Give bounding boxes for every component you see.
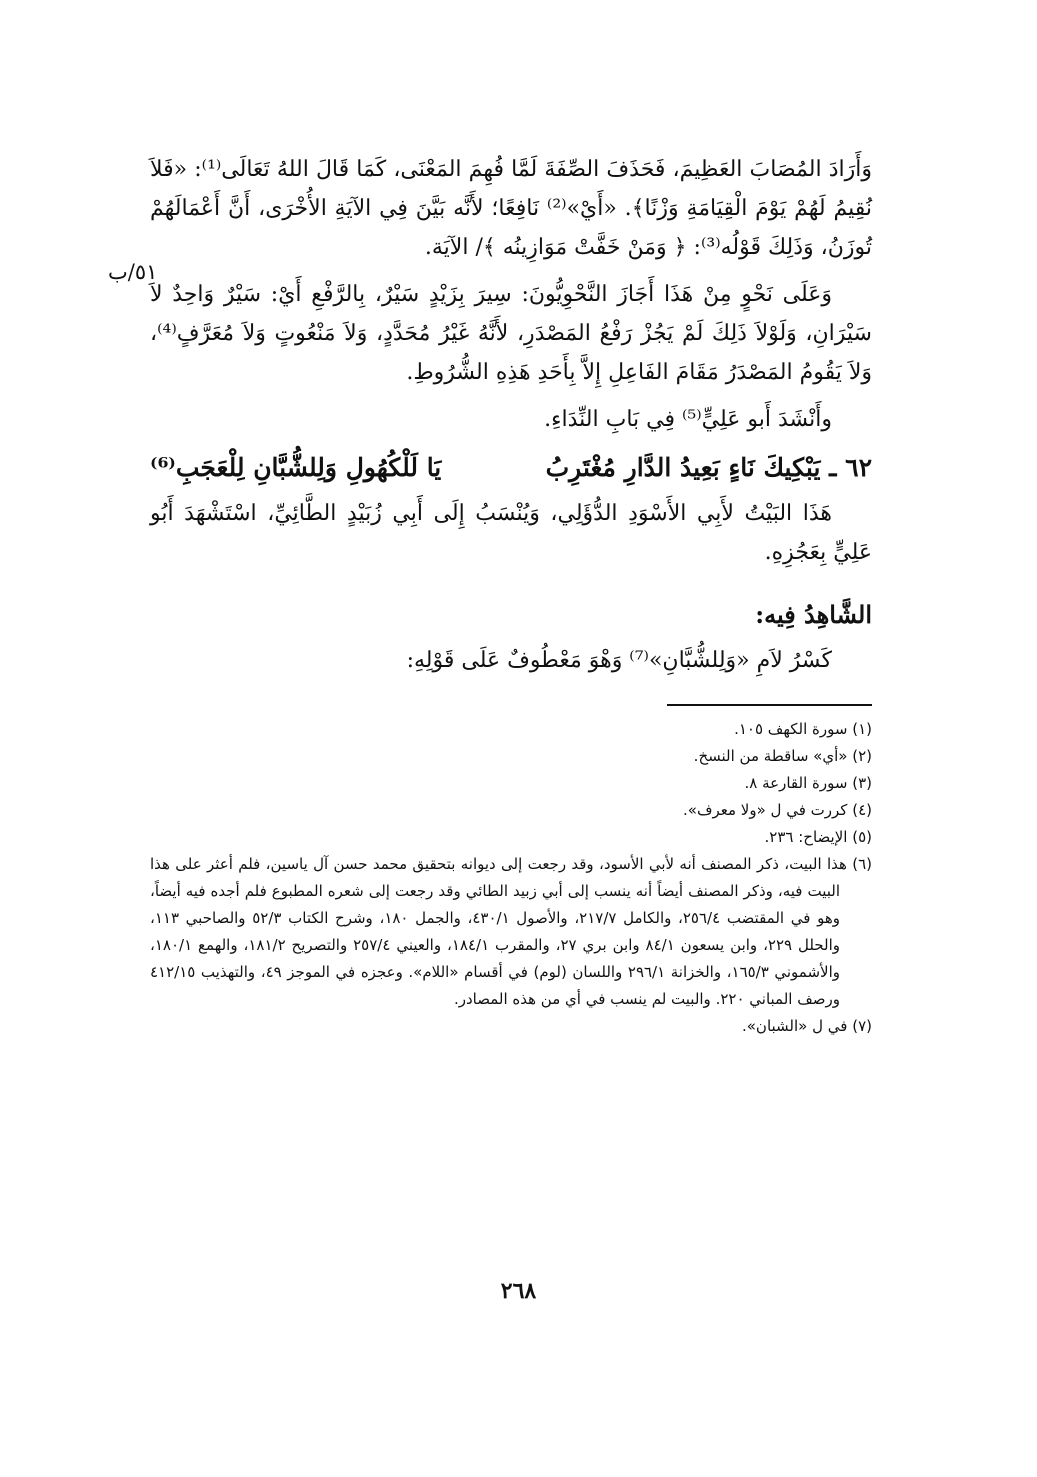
poetry-verse: [150, 453, 872, 482]
footnote-divider: [667, 704, 872, 706]
manuscript-folio-note: ٥١/ب: [108, 260, 158, 284]
footnote: (٦) هذا البيت، ذكر المصنف أنه لأبي الأسود، وقد رجعت إلى ديوانه بتحقيق محمد حسن آل ياسين، فلم أعثر على هذا البيت فيه، وذكر المصنف أيضاً أنه ينسب إلى أبي زبيد الطائي وقد رجعت إلى شعره المطبوع فلم أجده فيه أيضاً، وهو في المقتضب ٢٥٦/٤، والكامل ٢١٧/٧، والأصول ٤٣٠/١، والجمل ١٨٠، وشرح الكتاب ٥٢/٣ والصاحبي ١١٣، والحلل ٢٢٩، وابن يسعون ٨٤/١ وابن بري ٢٧، والمقرب ١٨٤/١، والعيني ٢٥٧/٤ والتصريح ١٨١/٢، والهمع ١٨٠/١، والأشموني ١٦٥/٣، والخزانة ٢٩٦/١ واللسان (لوم) في أقسام «اللام». وعجزه في الموجز ٤٩، والتهذيب ٤١٢/١٥ ورصف المباني ٢٢٠. والبيت لم ينسب في أي من هذه المصادر.: [150, 855, 872, 1008]
verse-first-hemistich: ٦٢ ـ يَبْكِيكَ نَاءٍ بَعِيدُ الدَّارِ مُغْتَرِبُ: [545, 453, 872, 482]
paragraph: وأَنْشَدَ أَبو عَلِيٍّ⁽⁵⁾ فِي بَابِ النِّدَاءِ.: [544, 407, 832, 432]
footnote: (٥) الإيضاح: ٢٣٦.: [764, 828, 872, 846]
footnote: (٤) كررت في ل «ولا معرف».: [683, 801, 872, 819]
footnote: (١) سورة الكهف ١٠٥.: [734, 720, 872, 738]
main-text: [150, 150, 872, 680]
footnote: (٣) سورة القارعة ٨.: [744, 774, 872, 792]
page-number: ٢٦٨: [500, 1278, 537, 1304]
paragraph: كَسْرُ لاَمِ «وَلِلشُّبَّانِ»⁽⁷⁾ وَهْوَ مَعْطُوفٌ عَلَى قَوْلِهِ:: [406, 648, 832, 673]
footnote: (٢) «أي» ساقطة من النسخ.: [693, 747, 872, 765]
paragraph: هَذَا البَيْتُ لأَبِي الأَسْوَدِ الدُّؤَلِي، وَيُنْسَبُ إِلَى أَبِي زُبَيْدٍ الطَّائِيِّ، اسْتَشْهَدَ أَبُو عَلِيٍّ بِعَجُزِهِ.: [150, 501, 872, 565]
paragraph: وَأَرَادَ المُصَابَ العَظِيمَ، فَحَذَفَ الصِّفَةَ لَمَّا فُهِمَ المَعْنَى، كَمَا قَالَ اللهُ تَعَالَى⁽¹⁾: «فَلاَ نُقِيمُ لَهُمْ يَوْمَ الْقِيَامَةِ وَزْنًا﴾. «أَيْ»⁽²⁾ نَافِعًا؛ لأَنَّه بَيَّنَ فِي الآيَةِ الأُخْرَى، أَنَّ أَعْمَالَهُمْ تُوزَنُ، وَذَلِكَ قَوْلُه⁽³⁾: ﴿ وَمَنْ خَفَّتْ مَوَازِينُه ﴾/ الآيَة.: [150, 157, 872, 260]
verse-second-hemistich: يَا لَلْكُهُولِ وَلِلشُّبَّانِ لِلْعَجَبِ⁽⁶⁾: [150, 453, 442, 482]
paragraph: وَعَلَى نَحْوٍ مِنْ هَذَا أَجَازَ النَّحْوِيُّونَ: سِيرَ بِزَيْدٍ سَيْرٌ، بِالرَّفْعِ أَيْ: سَيْرٌ وَاحِدٌ لاَ سَيْرَانِ، وَلَوْلاَ ذَلِكَ لَمْ يَجُزْ رَفْعُ المَصْدَرِ، لأَنَّهُ غَيْرُ مُحَدَّدٍ، وَلاَ مَنْعُوتٍ وَلاَ مُعَرَّفٍ⁽⁴⁾، وَلاَ يَقُومُ المَصْدَرُ مَقَامَ الفَاعِلِ إِلاَّ بِأَحَدِ هَذِهِ الشُّرُوطِ.: [150, 282, 872, 385]
footnote: (٧) في ل «الشبان».: [741, 1017, 872, 1035]
footnotes: [150, 716, 872, 1040]
section-heading: الشَّاهِدُ فِيه:: [755, 600, 872, 629]
